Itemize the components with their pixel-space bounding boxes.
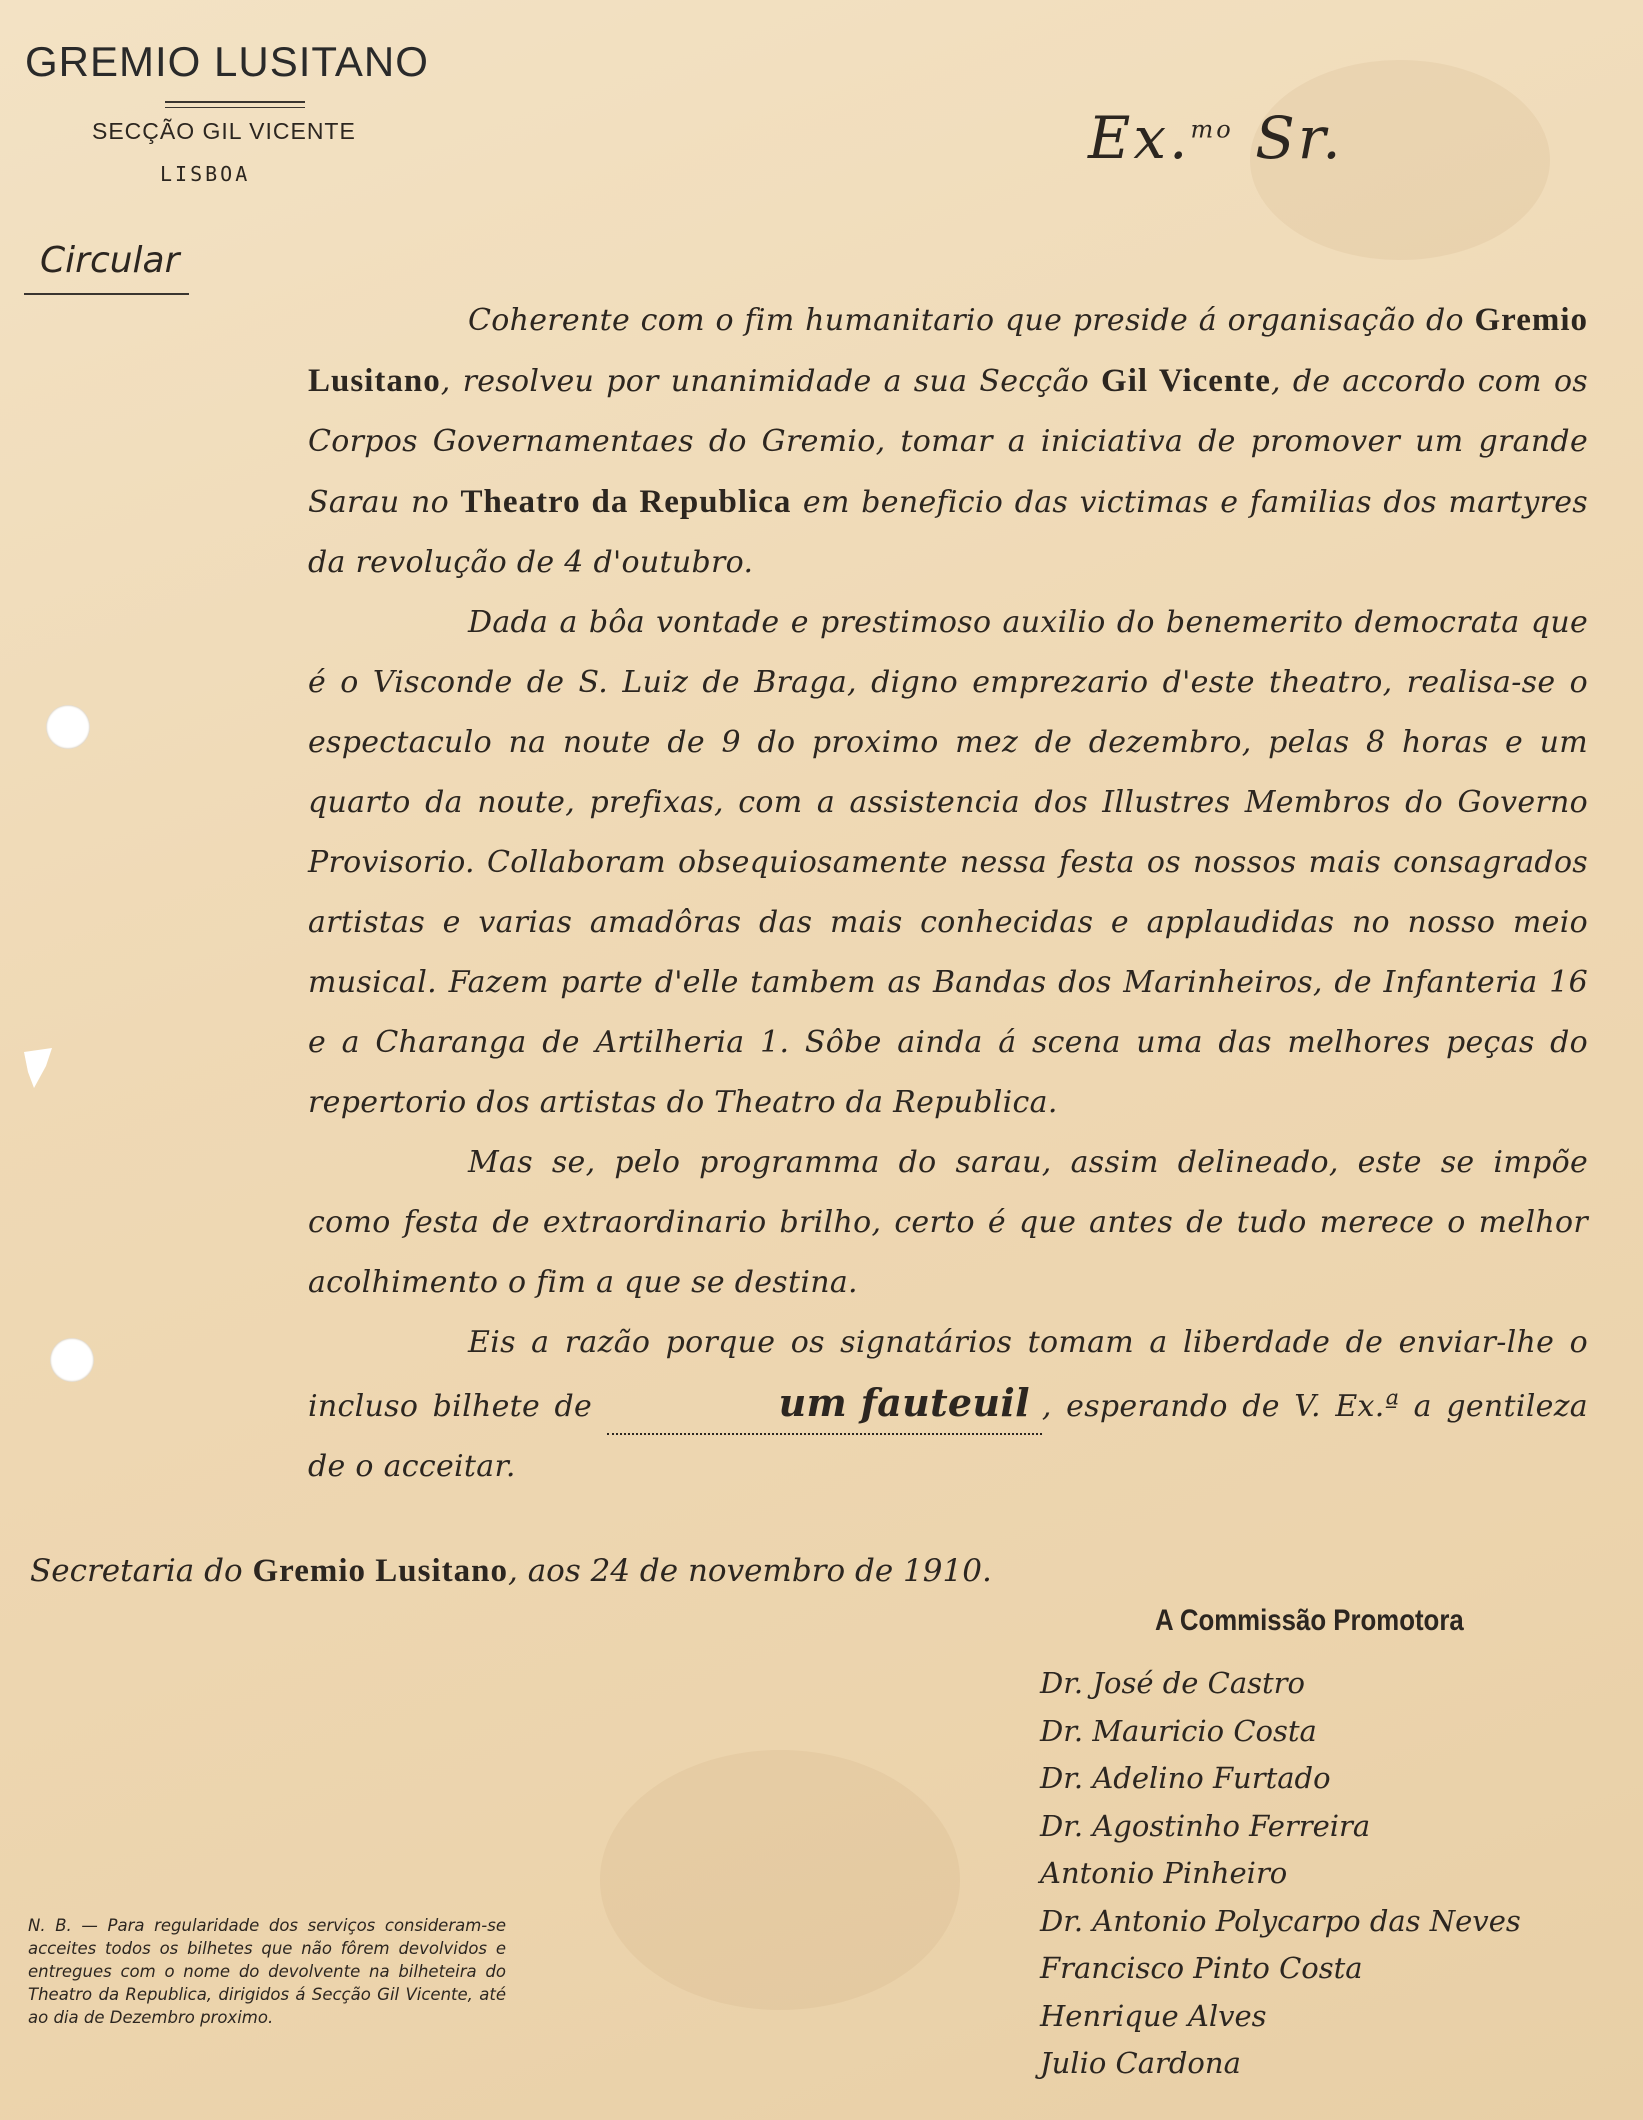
committee-title: A Commissão Promotora bbox=[1155, 1604, 1464, 1637]
dateline-text: , aos 24 de novembro de 1910. bbox=[507, 1553, 992, 1589]
document-type: Circular bbox=[40, 240, 180, 281]
paragraph-4 bbox=[308, 1313, 1588, 1497]
section-name-blackletter: Gil Vicente bbox=[1101, 363, 1271, 399]
paragraph-text: , resolveu por unanimidade a sua Secção bbox=[440, 364, 1102, 399]
paragraph-3: Mas se, pelo programma do sarau, assim delineado, este se impõe como festa de extraordinario brilho, certo é que antes de tudo merece o melhor acolhimento o fim a que se destina. bbox=[308, 1145, 1588, 1300]
org-name-blackletter: Gremio Lusitano bbox=[252, 1553, 508, 1589]
paragraph-text: , de accordo com os Corpos Governamentaes do Gremio, tomar a iniciativa de promover um grande Sarau no bbox=[308, 364, 1588, 520]
paper-stain bbox=[600, 1750, 960, 2010]
committee-member: Francisco Pinto Costa bbox=[1040, 1951, 1363, 1985]
salutation-main: Ex. bbox=[1088, 104, 1191, 172]
theatre-name-blackletter: Theatro da Republica bbox=[460, 484, 792, 520]
dateline-text: Secretaria do bbox=[30, 1553, 253, 1589]
committee-member: Antonio Pinheiro bbox=[1040, 1856, 1288, 1890]
committee-member: Dr. Mauricio Costa bbox=[1040, 1713, 1317, 1748]
handwritten-ticket-type: um fauteuil bbox=[607, 1373, 1042, 1435]
letter-body bbox=[308, 290, 1588, 1497]
paragraph-text: em beneficio das victimas e familias dos martyres da revolução de 4 d'outubro. bbox=[308, 485, 1588, 580]
paragraph-1 bbox=[308, 290, 1588, 593]
dateline bbox=[30, 1553, 992, 1590]
committee-member: Dr. José de Castro bbox=[1040, 1666, 1305, 1700]
punch-hole bbox=[46, 705, 90, 749]
committee-members bbox=[1040, 1660, 1521, 2088]
punch-hole bbox=[50, 1338, 94, 1382]
paragraph-text: Eis a razão porque os signatários tomam a liberdade de enviar-lhe o incluso bilhete de bbox=[308, 1325, 1588, 1424]
document-type-underline bbox=[24, 293, 189, 295]
committee-member: Henrique Alves bbox=[1040, 1998, 1267, 2033]
salutation-tail: Sr. bbox=[1233, 104, 1344, 172]
paragraph-text: , esperando de V. Ex.ª a gentileza de o acceitar. bbox=[308, 1389, 1588, 1484]
letterhead-section: SECÇÃO GIL VICENTE bbox=[92, 118, 356, 144]
salutation-sup: mo bbox=[1190, 115, 1234, 144]
letterhead-divider bbox=[165, 101, 305, 103]
paragraph-text: Coherente com o fim humanitario que preside á organisação do bbox=[468, 303, 1475, 338]
salutation bbox=[1088, 104, 1344, 172]
paragraph-2: Dada a bôa vontade e prestimoso auxilio do benemerito democrata que é o Visconde de S. Luiz de Braga, digno emprezario d'este theatro, realisa-se o espectaculo na noute de 9 do proximo mez de dezembro, pelas 8 horas e um quarto da noute, prefixas, com a assistencia dos Illustres Membros do Governo Provisorio. Collaboram obsequiosamente nessa festa os nossos mais consagrados artistas e varias amadôras das mais conhecidas e applaudidas no nosso meio musical. Fazem parte d'elle tambem as Bandas dos Marinheiros, de Infanteria 16 e a Charanga de Artilheria 1. Sôbe ainda á scena uma das melhores peças do repertorio dos artistas do Theatro da Republica. bbox=[308, 605, 1588, 1120]
letterhead-org-name: GREMIO LUSITANO bbox=[25, 38, 429, 85]
committee-member: Dr. Antonio Polycarpo das Neves bbox=[1040, 1903, 1521, 1938]
committee-member: Julio Cardona bbox=[1040, 2046, 1241, 2080]
committee-member: Dr. Adelino Furtado bbox=[1040, 1761, 1331, 1795]
footnote: N. B. — Para regularidade dos serviços consideram-se acceites todos os bilhetes que não fôrem devolvidos e entregues com o nome do devolvente na bilheteira do Theatro da Republica, dirigidos á Secção Gil Vicente, até ao dia de Dezembro proximo. bbox=[28, 1916, 506, 2027]
letterhead-divider bbox=[165, 107, 305, 108]
paper-tear bbox=[22, 1046, 56, 1090]
committee-member: Dr. Agostinho Ferreira bbox=[1040, 1808, 1371, 1843]
org-name-blackletter: Gremio Lusitano bbox=[308, 302, 1588, 399]
letterhead-city: LISBOA bbox=[160, 162, 251, 186]
